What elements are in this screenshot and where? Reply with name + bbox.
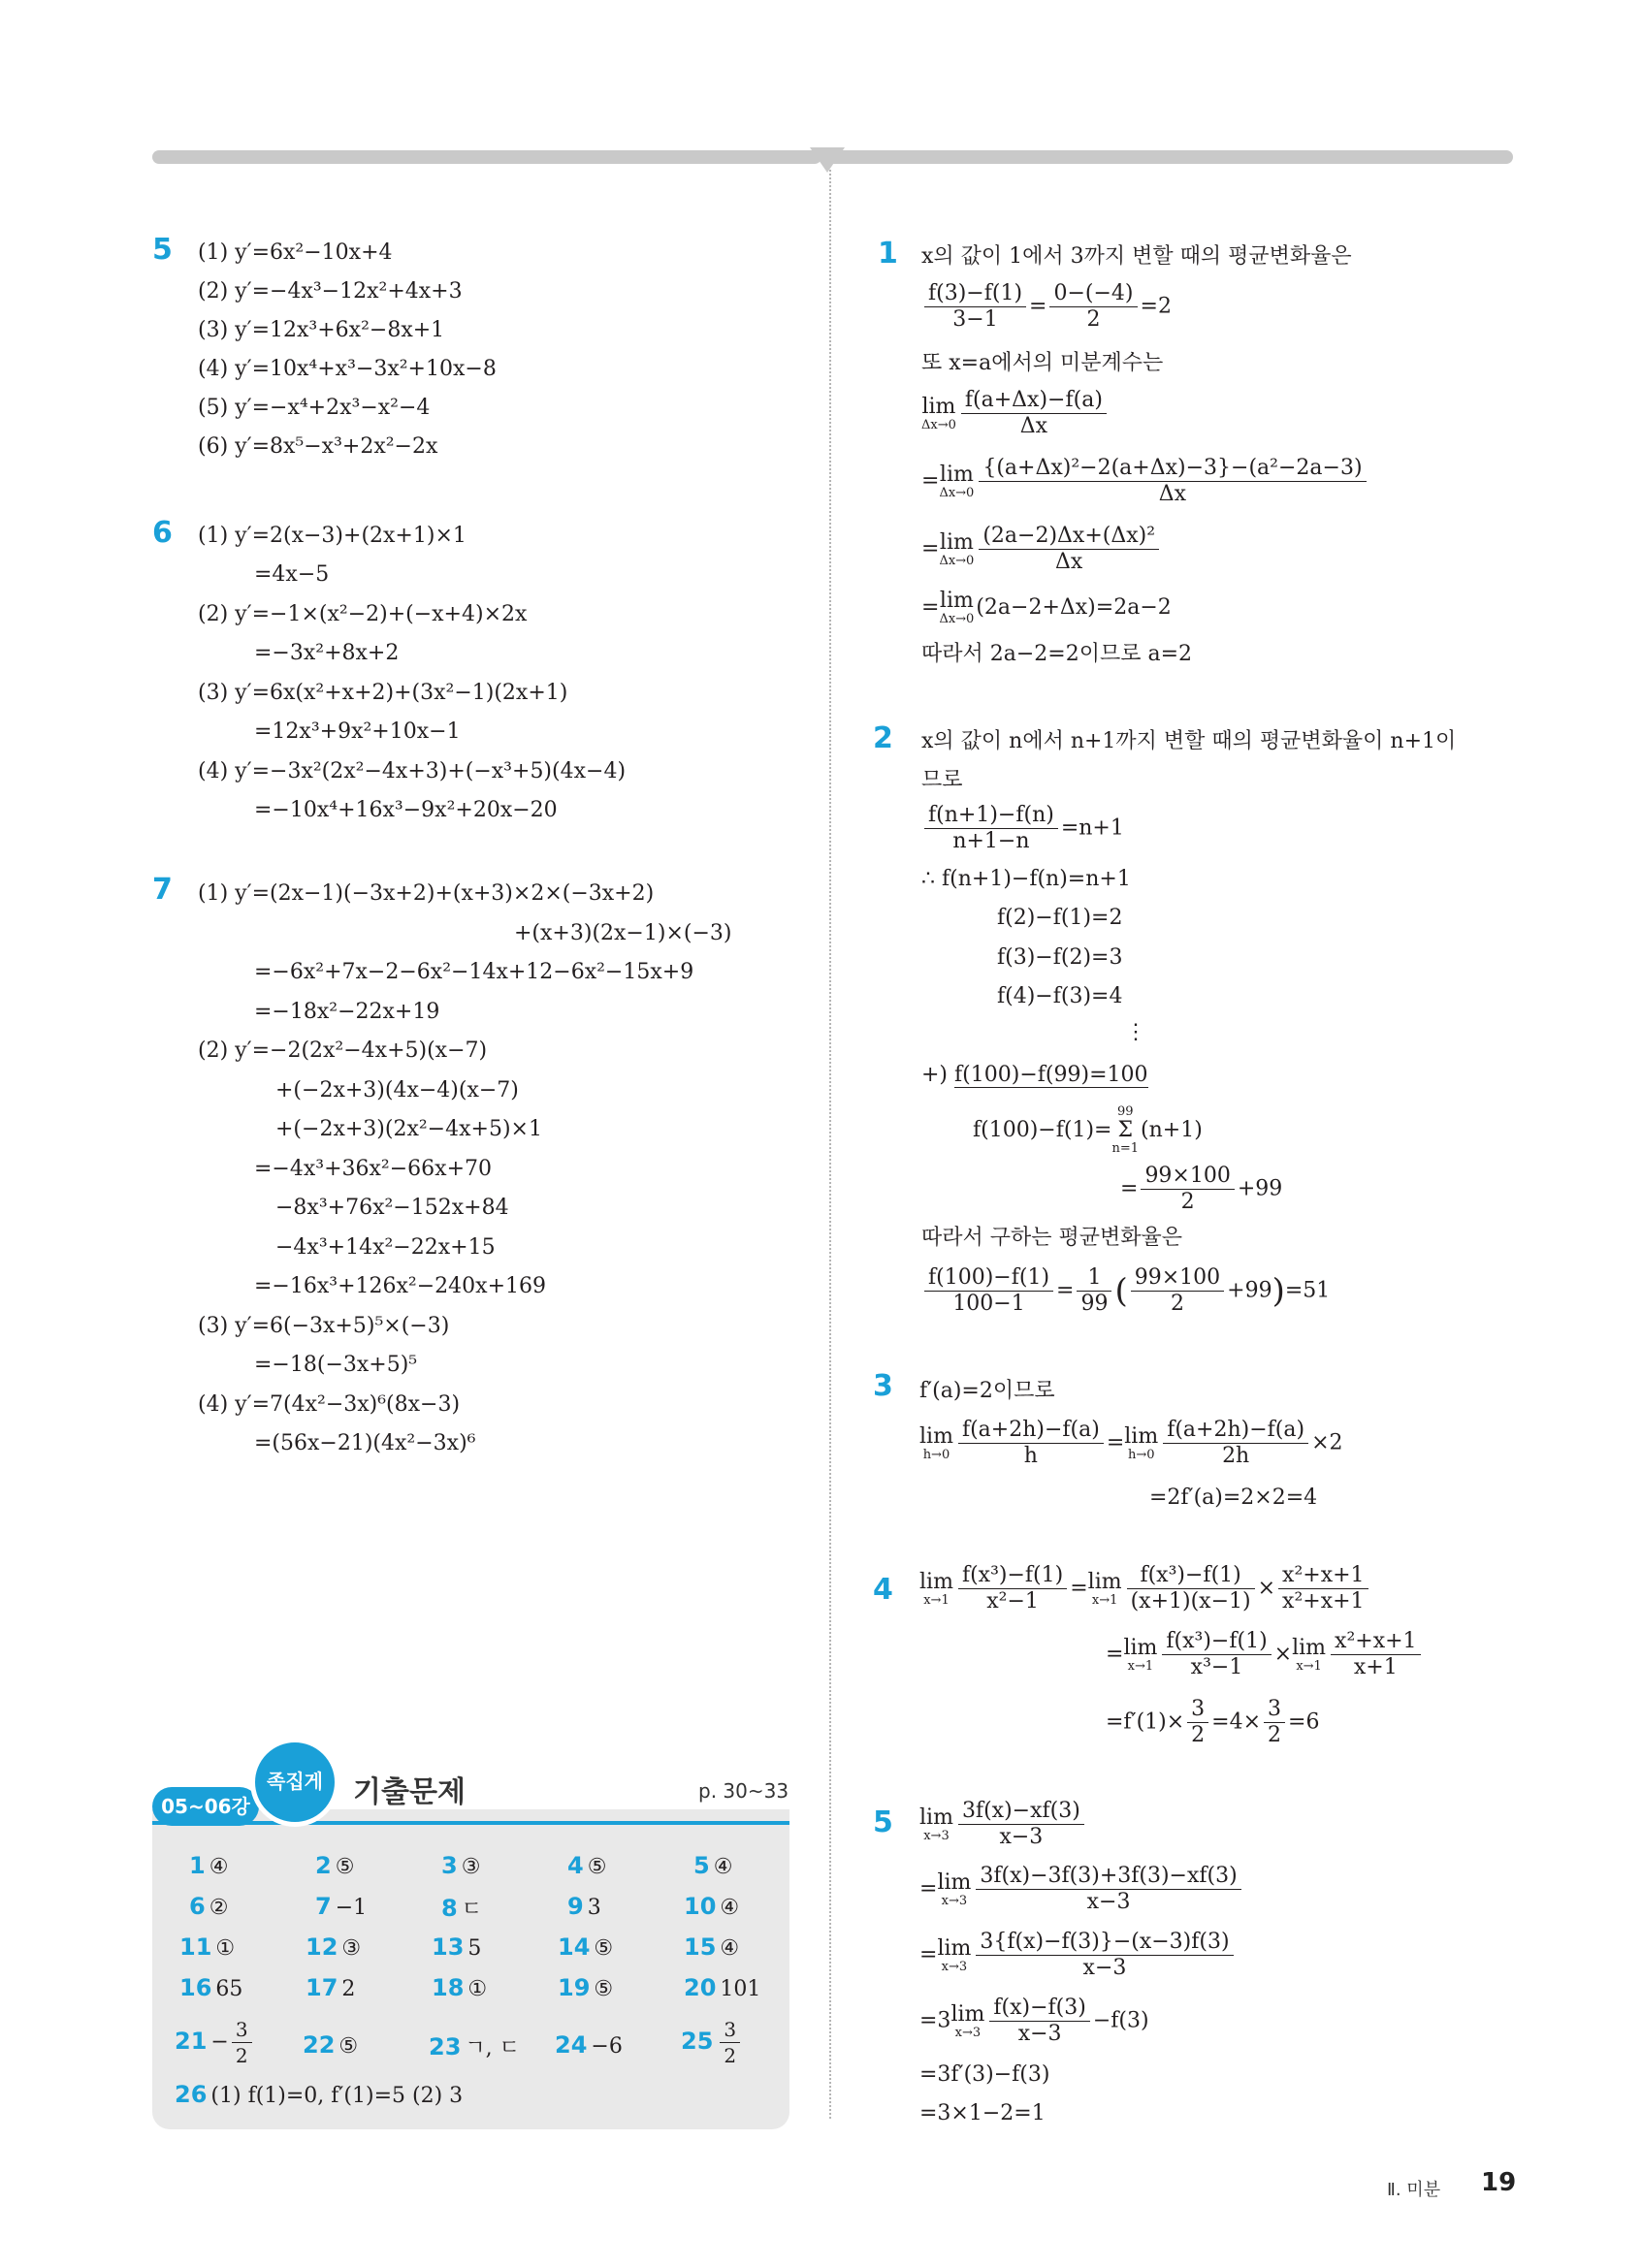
solution-line: ⋮ [1125, 1020, 1146, 1044]
solution-line: (1) y′=6x²−10x+4 [198, 240, 393, 265]
problem-number: 4 [873, 1573, 893, 1607]
problem-number: 3 [873, 1369, 893, 1403]
solution-line: (2) y′=−2(2x²−4x+5)(x−7) [198, 1038, 488, 1063]
solution-line: −4x³+14x²−22x+15 [275, 1235, 496, 1260]
answer-item: 24 −6 [555, 2031, 623, 2059]
solution-line: (4) y′=7(4x²−3x)⁶(8x−3) [198, 1392, 461, 1417]
answer-item: 1 ④ [189, 1852, 229, 1879]
solution-line: = lim x→3 $\frac{3f(x)-3f(3)+3f(3)-xf(3)}{x-3}$ [919, 1864, 1244, 1915]
footer-section: Ⅱ. 미분 [1387, 2180, 1441, 2200]
solution-line: (4) y′=−3x²(2x²−4x+3)+(−x³+5)(4x−4) [198, 759, 627, 783]
solution-line: (6) y′=8x⁵−x³+2x²−2x [198, 434, 438, 459]
problem-number: 1 [878, 237, 898, 271]
answer-item: 20 101 [684, 1974, 761, 2001]
solution-line: =−18x²−22x+19 [254, 1000, 440, 1024]
answer-item: 12 ③ [306, 1933, 362, 1961]
solution-line: lim h→0 $\frac{f(a+2h)-f(a)}{h}$ = lim h→0 $\frac{f(a+2h)-f(a)}{2h}$ ×2 [919, 1418, 1343, 1468]
solution-line: (3) y′=6(−3x+5)⁵×(−3) [198, 1314, 450, 1338]
solution-line: $\frac{f(n+1)-f(n)}{n+1-n}$ =n+1 [921, 803, 1124, 854]
solution-line: f(2)−f(1)=2 [997, 906, 1123, 930]
top-bar-right [822, 150, 1513, 164]
solution-line: +(−2x+3)(2x²−4x+5)×1 [275, 1117, 542, 1141]
solution-line: = lim Δx→0 (2a−2+Δx)=2a−2 [921, 589, 1172, 626]
solution-line: (5) y′=−x⁴+2x³−x²−4 [198, 396, 431, 420]
solution-line: 따라서 2a−2=2이므로 a=2 [921, 642, 1193, 666]
answer-key-pages: p. 30~33 [698, 1779, 789, 1803]
problem-number: 7 [152, 873, 173, 907]
solution-line: 또 x=a에서의 미분계수는 [921, 351, 1164, 375]
solution-line: −8x³+76x²−152x+84 [275, 1196, 509, 1220]
solution-line: f(100)−f(1)= 99 Σ n=1 (n+1) [973, 1104, 1203, 1156]
solution-line: =−10x⁴+16x³−9x²+20x−20 [254, 798, 558, 822]
answer-item: 18 ① [432, 1974, 488, 2001]
answer-key-title: 기출문제 [353, 1775, 466, 1809]
solution-line: x의 값이 n에서 n+1까지 변할 때의 평균변화율이 n+1이 [921, 729, 1457, 753]
answer-item: 3 ③ [441, 1852, 481, 1879]
answer-item: 10 ④ [684, 1893, 740, 1920]
solution-line: (1) y′=2(x−3)+(2x+1)×1 [198, 524, 467, 548]
problem-number: 5 [873, 1805, 893, 1839]
answer-item: 14 ⑤ [558, 1933, 614, 1961]
solution-line: +) f(100)−f(99)=100 [921, 1063, 1148, 1087]
answer-item: 11 ① [179, 1933, 236, 1961]
solution-line: =−18(−3x+5)⁵ [254, 1353, 418, 1377]
solution-line: (3) y′=12x³+6x²−8x+1 [198, 318, 445, 342]
solution-line: +(−2x+3)(4x−4)(x−7) [275, 1078, 519, 1102]
page-number: 19 [1481, 2168, 1517, 2197]
solution-line: = lim Δx→0 $\frac{\text{(2a−2)Δx+(Δx)²}}{\Delta x}$ [921, 524, 1162, 575]
answer-item: 22 ⑤ [303, 2031, 359, 2059]
solution-line: =4x−5 [254, 562, 330, 587]
solution-line: ∴ f(n+1)−f(n)=n+1 [921, 867, 1131, 891]
solution-line: (1) y′=(2x−1)(−3x+2)+(x+3)×2×(−3x+2) [198, 881, 655, 906]
solution-line: 므로 [921, 768, 963, 792]
answer-item: 9 3 [567, 1893, 601, 1920]
solution-line: (3) y′=6x(x²+x+2)+(3x²−1)(2x+1) [198, 681, 568, 705]
answer-item: 6 ② [189, 1893, 229, 1920]
solution-line: (2) y′=−1×(x²−2)+(−x+4)×2x [198, 602, 528, 626]
solution-line: lim x→1 $\frac{\text{f(x³)−f(1)}}{\text{x²−1}}$ = lim x→1 $\frac{\text{f(x³)−f(1)}}{(x+1)(x-1)}$ × $\frac{\text{x²+x+1}}{\text{x²+x+1}}$ [919, 1563, 1371, 1614]
answer-item: 7 −1 [315, 1893, 368, 1920]
solution-line: =−3x²+8x+2 [254, 641, 400, 665]
solution-line: lim Δx→0 $\frac{f(a+\Delta x)-f(a)}{\Delta x}$ [921, 388, 1110, 439]
solution-line: $\frac{f(100)-f(1)}{100-1}$ = $\frac{1}{99}$ ( $\frac{99\times 100}{2}$ +99)=51 [921, 1265, 1330, 1317]
problem-number: 5 [152, 233, 173, 267]
solution-line: 따라서 구하는 평균변화율은 [921, 1226, 1183, 1250]
answer-item: 25 $\frac{3}{2}$ [681, 2017, 743, 2068]
solution-line: lim x→3 $\frac{3f(x)-xf(3)}{x-3}$ [919, 1799, 1087, 1850]
solution-line: (4) y′=10x⁴+x³−3x²+10x−8 [198, 357, 497, 381]
solution-line: =−4x³+36x²−66x+70 [254, 1157, 493, 1181]
solution-line: =3×1−2=1 [919, 2101, 1046, 2125]
solution-line: = $\frac{99\times 100}{2}$ +99 [1120, 1164, 1283, 1214]
answer-item: 16 65 [179, 1974, 243, 2001]
problem-number: 2 [873, 721, 893, 755]
answer-item: 13 5 [432, 1933, 482, 1961]
answer-item: 8 ㄷ [441, 1895, 482, 1922]
answer-item: 4 ⑤ [567, 1852, 607, 1879]
solution-line: $\frac{f(3)-f(1)}{3-1}$ = $\frac{0-(-4)}{2}$ =2 [921, 281, 1172, 333]
solution-line: =(56x−21)(4x²−3x)⁶ [254, 1431, 476, 1455]
solution-line: =f′(1)× $\frac{3}{2}$ =4× $\frac{3}{2}$ =6 [1106, 1697, 1320, 1747]
solution-line: =3 lim x→3 $\frac{f(x)-f(3)}{x-3}$ −f(3) [919, 1996, 1149, 2046]
answer-key-lesson-tab: 05~06강 [152, 1787, 259, 1826]
answer-item: 5 ④ [693, 1852, 733, 1879]
answer-item: 26 (1) f(1)=0, f′(1)=5 (2) 3 [175, 2081, 464, 2108]
solution-line: +(x+3)(2x−1)×(−3) [514, 921, 732, 945]
solution-line: =−16x³+126x²−240x+169 [254, 1274, 546, 1298]
solution-line: =2f′(a)=2×2=4 [1149, 1485, 1318, 1510]
problem-number: 6 [152, 516, 173, 550]
solution-line: (2) y′=−4x³−12x²+4x+3 [198, 279, 463, 303]
answer-item: 21 − $\frac{3}{2}$ [175, 2017, 255, 2068]
solution-line: = lim Δx→0 $\frac{\text{\{(a+Δx)²−2(a+Δx)−3\}−(a²−2a−3)}}{\Delta x}$ [921, 456, 1369, 507]
answer-item: 2 ⑤ [315, 1852, 355, 1879]
top-bar-left [152, 150, 821, 164]
column-divider [829, 170, 831, 2119]
solution-line: =12x³+9x²+10x−1 [254, 719, 461, 744]
solution-line: f′(a)=2이므로 [919, 1379, 1055, 1403]
solution-line: x의 값이 1에서 3까지 변할 때의 평균변화율은 [921, 244, 1352, 269]
answer-key-badge: 족집게 [250, 1738, 339, 1827]
solution-line: = lim x→3 $\frac{3\{f(x)-f(3)\}-(x-3)f(3)}{x-3}$ [919, 1930, 1237, 1981]
answer-item: 17 2 [306, 1974, 356, 2001]
solution-line: =3f′(3)−f(3) [919, 2062, 1050, 2087]
answer-item: 15 ④ [684, 1933, 740, 1961]
solution-line: f(3)−f(2)=3 [997, 945, 1123, 970]
answer-item: 19 ⑤ [558, 1974, 614, 2001]
solution-line: = lim x→1 $\frac{\text{f(x³)−f(1)}}{\text{x³−1}}$ × lim x→1 $\frac{\text{x²+x+1}}{x+1}$ [1106, 1629, 1424, 1680]
answer-item: 23 ㄱ, ㄷ [429, 2033, 520, 2060]
top-bar-notch [810, 147, 845, 173]
solution-line: =−6x²+7x−2−6x²−14x+12−6x²−15x+9 [254, 960, 694, 984]
solution-line: f(4)−f(3)=4 [997, 984, 1123, 1008]
